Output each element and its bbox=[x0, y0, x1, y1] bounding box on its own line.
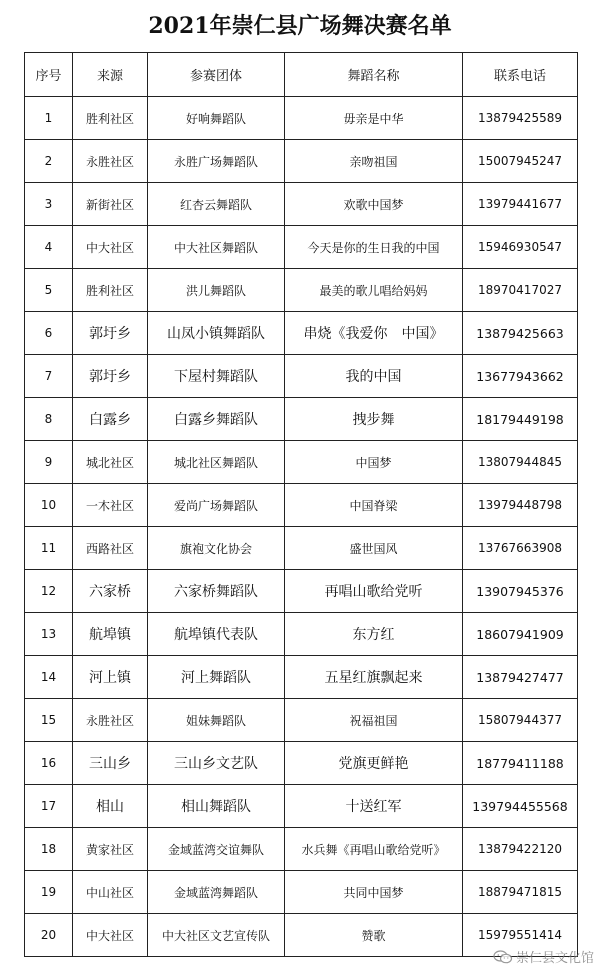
cell-source: 三山乡 bbox=[73, 742, 148, 785]
cell-source: 郭圩乡 bbox=[73, 355, 148, 398]
cell-phone: 18970417027 bbox=[463, 269, 578, 312]
cell-phone: 13979441677 bbox=[463, 183, 578, 226]
cell-dance: 中国脊梁 bbox=[285, 484, 463, 527]
cell-phone: 13879422120 bbox=[463, 828, 578, 871]
cell-number: 17 bbox=[25, 785, 73, 828]
cell-team: 金域蓝湾舞蹈队 bbox=[148, 871, 285, 914]
cell-dance: 欢歌中国梦 bbox=[285, 183, 463, 226]
cell-dance: 祝福祖国 bbox=[285, 699, 463, 742]
cell-dance: 十送红军 bbox=[285, 785, 463, 828]
table-row bbox=[25, 312, 578, 355]
cell-phone: 13879427477 bbox=[463, 656, 578, 699]
table-row bbox=[25, 97, 578, 140]
cell-number: 11 bbox=[25, 527, 73, 570]
table-row bbox=[25, 355, 578, 398]
cell-source: 胜利社区 bbox=[73, 269, 148, 312]
cell-dance: 盛世国风 bbox=[285, 527, 463, 570]
cell-dance: 东方红 bbox=[285, 613, 463, 656]
cell-dance: 串烧《我爱你 中国》 bbox=[285, 312, 463, 355]
cell-phone: 13879425663 bbox=[463, 312, 578, 355]
table-row bbox=[25, 785, 578, 828]
cell-team: 六家桥舞蹈队 bbox=[148, 570, 285, 613]
cell-dance: 党旗更鲜艳 bbox=[285, 742, 463, 785]
cell-number: 5 bbox=[25, 269, 73, 312]
cell-team: 中大社区舞蹈队 bbox=[148, 226, 285, 269]
cell-number: 16 bbox=[25, 742, 73, 785]
cell-team: 三山乡文艺队 bbox=[148, 742, 285, 785]
cell-team: 姐妹舞蹈队 bbox=[148, 699, 285, 742]
cell-dance: 最美的歌儿唱给妈妈 bbox=[285, 269, 463, 312]
cell-number: 7 bbox=[25, 355, 73, 398]
cell-team: 金域蓝湾交谊舞队 bbox=[148, 828, 285, 871]
table-row bbox=[25, 699, 578, 742]
cell-team: 河上舞蹈队 bbox=[148, 656, 285, 699]
cell-team: 航埠镇代表队 bbox=[148, 613, 285, 656]
cell-phone: 15946930547 bbox=[463, 226, 578, 269]
cell-team: 红杏云舞蹈队 bbox=[148, 183, 285, 226]
cell-dance: 五星红旗飘起来 bbox=[285, 656, 463, 699]
cell-source: 中山社区 bbox=[73, 871, 148, 914]
cell-number: 4 bbox=[25, 226, 73, 269]
cell-team: 白露乡舞蹈队 bbox=[148, 398, 285, 441]
table-row bbox=[25, 226, 578, 269]
cell-source: 一木社区 bbox=[73, 484, 148, 527]
cell-dance: 毋亲是中华 bbox=[285, 97, 463, 140]
cell-dance: 我的中国 bbox=[285, 355, 463, 398]
cell-number: 19 bbox=[25, 871, 73, 914]
cell-number: 20 bbox=[25, 914, 73, 957]
cell-team: 中大社区文艺宣传队 bbox=[148, 914, 285, 957]
table-row bbox=[25, 269, 578, 312]
cell-team: 洪儿舞蹈队 bbox=[148, 269, 285, 312]
cell-team: 永胜广场舞蹈队 bbox=[148, 140, 285, 183]
cell-team: 爱尚广场舞蹈队 bbox=[148, 484, 285, 527]
cell-source: 永胜社区 bbox=[73, 140, 148, 183]
cell-number: 13 bbox=[25, 613, 73, 656]
cell-number: 2 bbox=[25, 140, 73, 183]
cell-source: 郭圩乡 bbox=[73, 312, 148, 355]
cell-source: 中大社区 bbox=[73, 226, 148, 269]
cell-dance: 赞歌 bbox=[285, 914, 463, 957]
cell-source: 白露乡 bbox=[73, 398, 148, 441]
table-row bbox=[25, 398, 578, 441]
cell-source: 新街社区 bbox=[73, 183, 148, 226]
cell-number: 10 bbox=[25, 484, 73, 527]
roster-table bbox=[24, 52, 578, 957]
cell-team: 好响舞蹈队 bbox=[148, 97, 285, 140]
watermark-text: 崇仁县文化馆 bbox=[515, 951, 594, 966]
header-dance: 舞蹈名称 bbox=[285, 53, 463, 97]
table-row bbox=[25, 140, 578, 183]
cell-phone: 13979448798 bbox=[463, 484, 578, 527]
table-row bbox=[25, 828, 578, 871]
header-phone: 联系电话 bbox=[463, 53, 578, 97]
cell-dance: 水兵舞《再唱山歌给党听》 bbox=[285, 828, 463, 871]
table-row bbox=[25, 871, 578, 914]
cell-source: 航埠镇 bbox=[73, 613, 148, 656]
cell-number: 12 bbox=[25, 570, 73, 613]
cell-number: 9 bbox=[25, 441, 73, 484]
header-number: 序号 bbox=[25, 53, 73, 97]
cell-dance: 中国梦 bbox=[285, 441, 463, 484]
roster-body bbox=[25, 97, 578, 957]
table-row bbox=[25, 527, 578, 570]
cell-phone: 13907945376 bbox=[463, 570, 578, 613]
cell-phone: 18179449198 bbox=[463, 398, 578, 441]
cell-source: 西路社区 bbox=[73, 527, 148, 570]
wechat-icon bbox=[493, 950, 513, 964]
table-row bbox=[25, 183, 578, 226]
table-row bbox=[25, 441, 578, 484]
cell-phone: 15007945247 bbox=[463, 140, 578, 183]
table-row bbox=[25, 742, 578, 785]
table-row bbox=[25, 613, 578, 656]
cell-phone: 13879425589 bbox=[463, 97, 578, 140]
cell-number: 18 bbox=[25, 828, 73, 871]
cell-dance: 共同中国梦 bbox=[285, 871, 463, 914]
cell-phone: 18779411188 bbox=[463, 742, 578, 785]
cell-source: 永胜社区 bbox=[73, 699, 148, 742]
cell-phone: 15979551414 bbox=[463, 914, 578, 957]
header-source: 来源 bbox=[73, 53, 148, 97]
header-row bbox=[25, 53, 578, 97]
cell-phone: 13807944845 bbox=[463, 441, 578, 484]
cell-source: 黄家社区 bbox=[73, 828, 148, 871]
cell-team: 相山舞蹈队 bbox=[148, 785, 285, 828]
cell-dance: 今天是你的生日我的中国 bbox=[285, 226, 463, 269]
cell-number: 8 bbox=[25, 398, 73, 441]
cell-number: 14 bbox=[25, 656, 73, 699]
cell-source: 河上镇 bbox=[73, 656, 148, 699]
cell-phone: 18879471815 bbox=[463, 871, 578, 914]
table-row bbox=[25, 484, 578, 527]
cell-phone: 139794455568 bbox=[463, 785, 578, 828]
cell-team: 旗袍文化协会 bbox=[148, 527, 285, 570]
cell-dance: 亲吻祖国 bbox=[285, 140, 463, 183]
cell-source: 六家桥 bbox=[73, 570, 148, 613]
cell-phone: 13767663908 bbox=[463, 527, 578, 570]
cell-number: 1 bbox=[25, 97, 73, 140]
cell-number: 15 bbox=[25, 699, 73, 742]
table-row bbox=[25, 570, 578, 613]
cell-source: 相山 bbox=[73, 785, 148, 828]
document-title: 2021年崇仁县广场舞决赛名单 bbox=[148, 13, 452, 39]
cell-dance: 拽步舞 bbox=[285, 398, 463, 441]
watermark bbox=[493, 947, 594, 966]
cell-number: 3 bbox=[25, 183, 73, 226]
header-team: 参赛团体 bbox=[148, 53, 285, 97]
cell-team: 山凤小镇舞蹈队 bbox=[148, 312, 285, 355]
cell-source: 中大社区 bbox=[73, 914, 148, 957]
cell-source: 胜利社区 bbox=[73, 97, 148, 140]
cell-phone: 18607941909 bbox=[463, 613, 578, 656]
table-row bbox=[25, 656, 578, 699]
cell-number: 6 bbox=[25, 312, 73, 355]
cell-team: 城北社区舞蹈队 bbox=[148, 441, 285, 484]
cell-phone: 15807944377 bbox=[463, 699, 578, 742]
cell-dance: 再唱山歌给党听 bbox=[285, 570, 463, 613]
cell-source: 城北社区 bbox=[73, 441, 148, 484]
cell-team: 下屋村舞蹈队 bbox=[148, 355, 285, 398]
cell-phone: 13677943662 bbox=[463, 355, 578, 398]
